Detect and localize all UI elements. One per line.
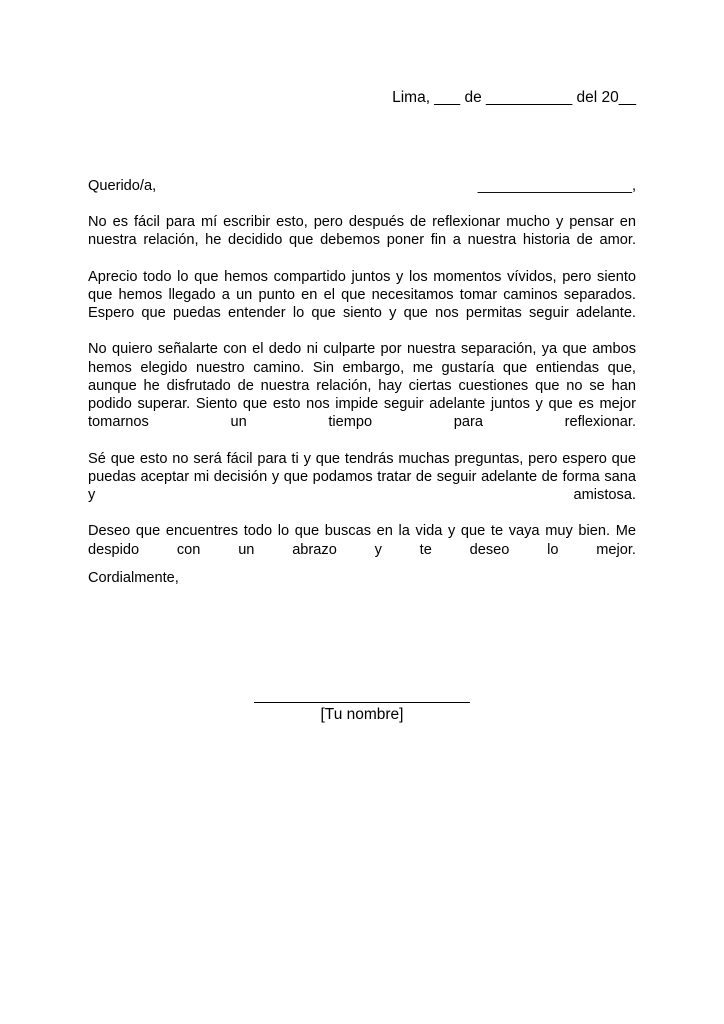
paragraph-2: Aprecio todo lo que hemos compartido juntos y los momentos vívidos, pero siento que hemos llegado a un punto en el que necesitamos tomar caminos separados. Espero que puedas entender lo que siento y que nos permitas seguir adelante.	[88, 268, 636, 321]
salutation-row	[88, 177, 636, 195]
letter-body	[88, 213, 636, 577]
paragraph-5: Deseo que encuentres todo lo que buscas en la vida y que te vaya muy bien. Me despido con un abrazo y te deseo lo mejor.	[88, 523, 636, 558]
signature-line: _________________________	[254, 687, 470, 704]
paragraph-1: No es fácil para mí escribir esto, pero después de reflexionar mucho y pensar en nuestra relación, he decidido que debemos poner fin a nuestra historia de amor.	[88, 214, 636, 249]
date-line: Lima, ___ de __________ del 20__	[392, 89, 636, 106]
paragraph-4: Sé que esto no será fácil para ti y que tendrás muchas preguntas, pero espero que puedas aceptar mi decisión y que podamos tratar de seguir adelante de forma sana y amistosa.	[88, 450, 636, 503]
signature-name: [Tu nombre]	[320, 706, 404, 723]
signature-block	[0, 687, 724, 725]
greeting: Querido/a,	[88, 178, 157, 194]
closing: Cordialmente,	[88, 570, 179, 586]
paragraph-3: No quiero señalarte con el dedo ni culparte por nuestra separación, ya que ambos hemos elegido nuestro camino. Sin embargo, me gustaría que entiendas que, aunque he disfrutado de nuestra relación, hay ciertas cuestiones que no se han podido superar. Siento que esto nos impide seguir adelante juntos y que es mejor tomarnos un tiempo para reflexionar.	[88, 341, 636, 431]
recipient-name-blank: ___________________,	[477, 178, 636, 194]
